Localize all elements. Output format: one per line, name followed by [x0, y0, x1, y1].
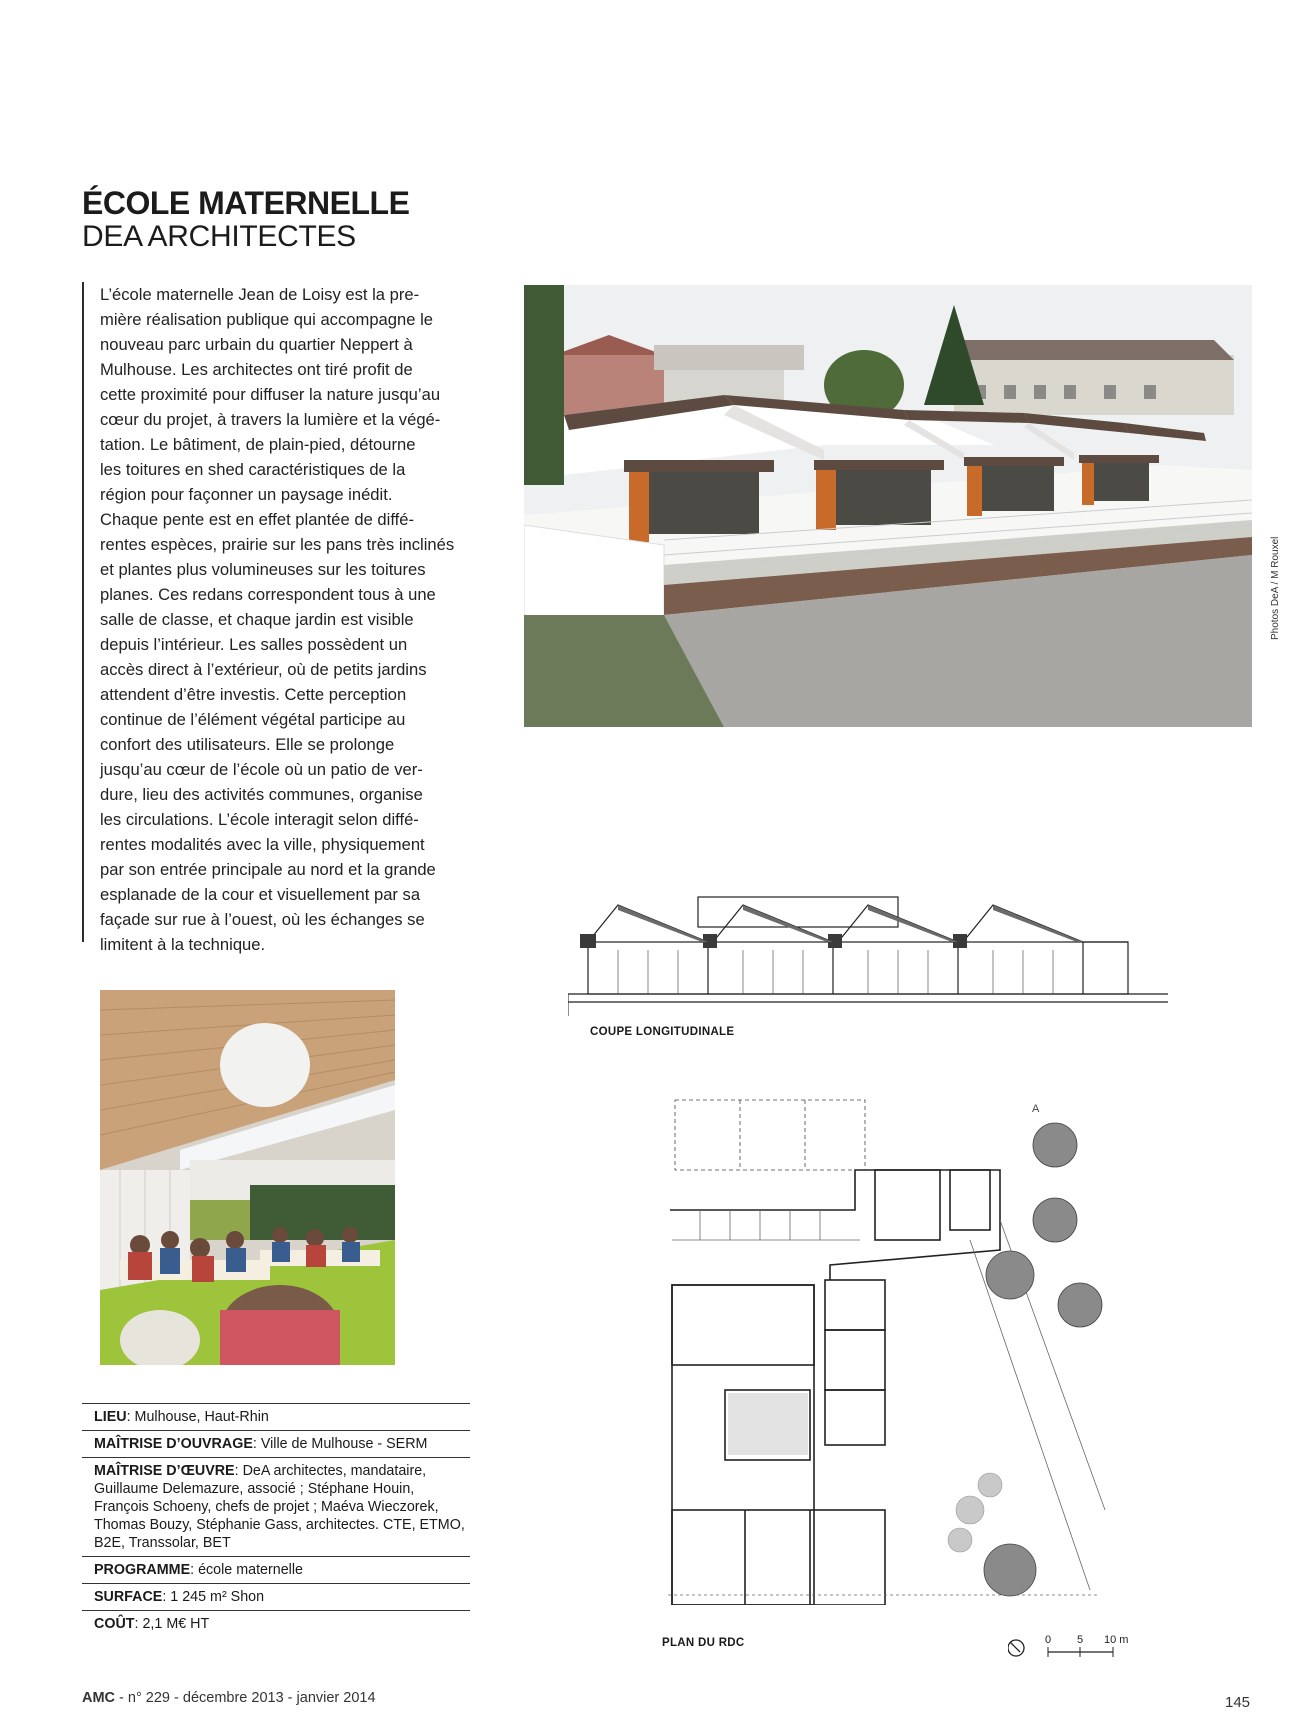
info-value: 2,1 M€ HT	[142, 1616, 210, 1632]
scale-tick-0: 0	[1045, 1634, 1052, 1646]
body-line: jusqu’au cœur de l’école où un patio de ver-	[100, 760, 423, 779]
body-line: et plantes plus volumineuses sur les toitures	[100, 560, 426, 579]
section-caption: COUPE LONGITUDINALE	[590, 1026, 735, 1038]
body-line: mière réalisation publique qui accompagne le	[100, 310, 434, 329]
body-line: limitent à la technique.	[100, 935, 266, 954]
info-row-surface: SURFACE: 1 245 m² Shon	[82, 1583, 470, 1610]
page-number: 145	[1225, 1694, 1251, 1711]
info-value: école maternelle	[198, 1562, 303, 1578]
body-line: attendent d’être investis. Cette perception	[100, 685, 407, 704]
info-value: Mulhouse, Haut-Rhin	[134, 1409, 269, 1425]
scale-tick-5: 5	[1077, 1634, 1084, 1646]
body-line: confort des utilisateurs. Elle se prolonge	[100, 735, 395, 754]
body-line: région pour façonner un paysage inédit.	[100, 485, 393, 504]
body-line: rentes espèces, prairie sur les pans très inclinés	[100, 535, 455, 554]
article-body	[100, 282, 485, 957]
body-line: tation. Le bâtiment, de plain-pied, détourne	[100, 435, 416, 454]
body-line: par son entrée principale au nord et la grande	[100, 860, 436, 879]
body-line: les circulations. L’école interagit selon diffé-	[100, 810, 419, 829]
info-row-cout: COÛT: 2,1 M€ HT	[82, 1610, 470, 1637]
info-row-maitrise-ouvrage: MAÎTRISE D’OUVRAGE: Ville de Mulhouse - SERM	[82, 1430, 470, 1457]
body-line: nouveau parc urbain du quartier Neppert à	[100, 335, 413, 354]
info-label: MAÎTRISE D’ŒUVRE	[94, 1463, 235, 1479]
exterior-photo	[524, 285, 1252, 727]
text-margin-rule	[82, 282, 84, 942]
body-line: Chaque pente est en effet plantée de diffé-	[100, 510, 414, 529]
body-line: accès direct à l’extérieur, où de petits jardins	[100, 660, 427, 679]
body-line: façade sur rue à l’ouest, où les échanges se	[100, 910, 425, 929]
scale-tick-10: 10 m	[1104, 1634, 1129, 1646]
article-subtitle: DEA ARCHITECTES	[82, 220, 356, 253]
body-line: dure, lieu des activités communes, organise	[100, 785, 423, 804]
info-label: SURFACE	[94, 1589, 163, 1605]
body-line: rentes modalités avec la ville, physiquement	[100, 835, 425, 854]
info-row-programme: PROGRAMME: école maternelle	[82, 1556, 470, 1583]
classroom-photo	[100, 990, 395, 1365]
body-line: Mulhouse. Les architectes ont tiré profit de	[100, 360, 413, 379]
body-line: les toitures en shed caractéristiques de la	[100, 460, 406, 479]
magazine-name: AMC	[82, 1690, 116, 1706]
info-value: Ville de Mulhouse - SERM	[260, 1436, 428, 1452]
body-line: L’école maternelle Jean de Loisy est la pre-	[100, 285, 420, 304]
body-line: cœur du projet, à travers la lumière et la végé-	[100, 410, 441, 429]
body-line: esplanade de la cour et visuellement par sa	[100, 885, 421, 904]
info-row-maitrise-oeuvre: MAÎTRISE D’ŒUVRE: DeA architectes, mandataire, Guillaume Delemazure, associé ; Stéphane Houin, François Schoeny, chefs de projet ; Maéva Wieczorek, Thomas Bouzy, Stéphanie Gass, architectes. CTE, ETMO, B2E, Transsolar, BET	[82, 1457, 470, 1556]
body-line: cette proximité pour diffuser la nature jusqu’au	[100, 385, 441, 404]
photo-credit: Photos DeA / M Rouxel	[1270, 536, 1281, 640]
scale-bar	[1008, 1628, 1158, 1668]
issue-info: - n° 229 - décembre 2013 - janvier 2014	[115, 1690, 376, 1706]
page-footer	[82, 1690, 376, 1706]
section-drawing	[568, 890, 1168, 1020]
body-line: salle de classe, et chaque jardin est visible	[100, 610, 414, 629]
info-label: PROGRAMME	[94, 1562, 191, 1578]
project-info-table	[82, 1403, 470, 1637]
info-label: MAÎTRISE D’OUVRAGE	[94, 1436, 253, 1452]
plan-caption: PLAN DU RDC	[662, 1637, 745, 1649]
info-label: COÛT	[94, 1616, 135, 1632]
info-label: LIEU	[94, 1409, 127, 1425]
info-value: 1 245 m² Shon	[170, 1589, 265, 1605]
body-line: continue de l’élément végétal participe au	[100, 710, 406, 729]
body-line: depuis l’intérieur. Les salles possèdent un	[100, 635, 408, 654]
info-value: DeA architectes, mandataire, Guillaume Delemazure, associé ; Stéphane Houin, François Schoeny, chefs de projet ; Maéva Wieczorek, Thomas Bouzy, Stéphanie Gass, architectes. CTE, ETMO, B2E, Transsolar, BET	[94, 1463, 465, 1551]
body-line: planes. Ces redans correspondent tous à une	[100, 585, 436, 604]
section-marker-label: A	[1032, 1103, 1040, 1115]
floor-plan	[660, 1090, 1110, 1605]
article-title: ÉCOLE MATERNELLE	[82, 185, 410, 221]
info-row-lieu: LIEU: Mulhouse, Haut-Rhin	[82, 1403, 470, 1430]
